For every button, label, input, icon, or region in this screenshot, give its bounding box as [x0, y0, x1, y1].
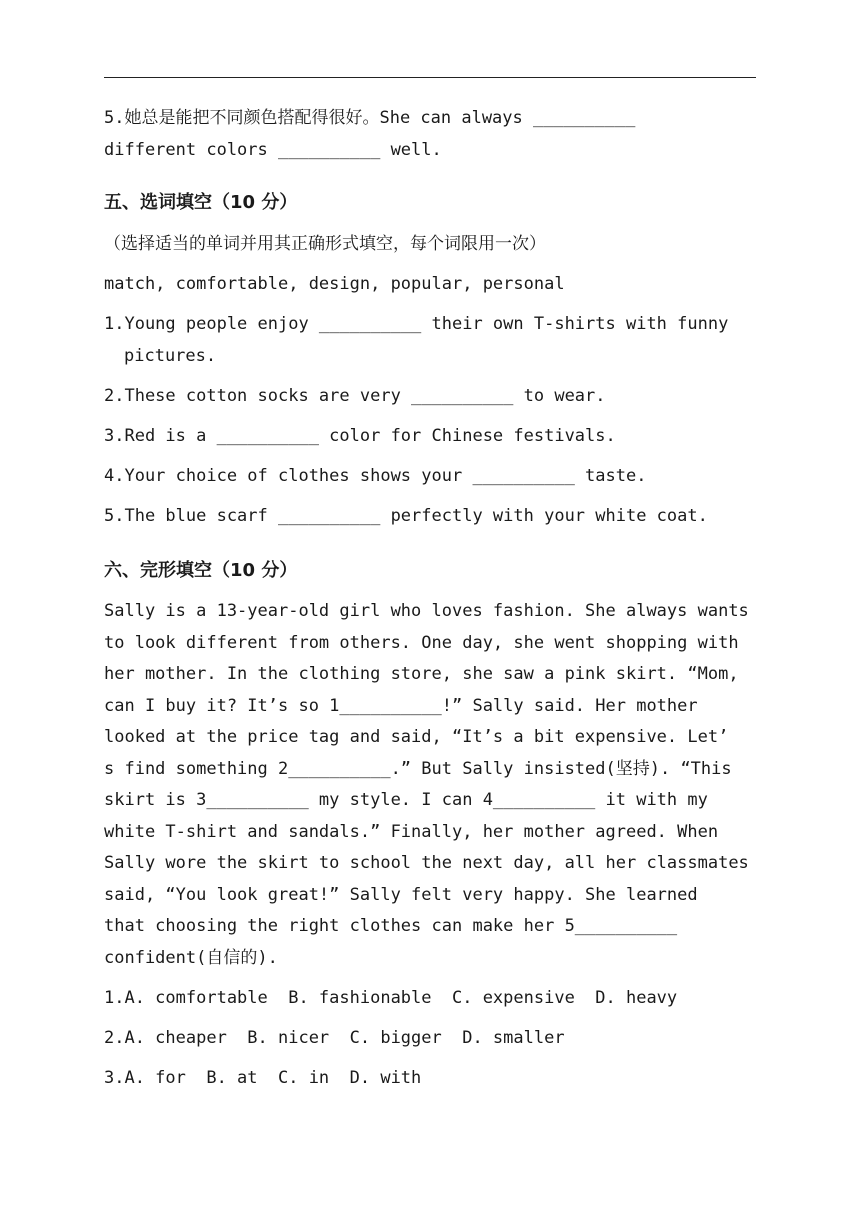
s4-q5-line1: 5.她总是能把不同颜色搭配得很好。She can always __________ [104, 108, 636, 128]
passage-line: said, “You look great!” Sally felt very happy. She learned [104, 885, 698, 905]
passage-line: skirt is 3__________ my style. I can 4__________ it with my [104, 790, 708, 810]
passage-line: white T-shirt and sandals.” Finally, her mother agreed. When [104, 822, 719, 842]
s5-q2: 2.These cotton socks are very __________ to wear. [104, 386, 606, 406]
option-row: 2.A. cheaper B. nicer C. bigger D. smaller [104, 1028, 565, 1048]
s5-q5: 5.The blue scarf __________ perfectly with your white coat. [104, 506, 708, 526]
s5-q1-line1: 1.Young people enjoy __________ their own T-shirts with funny [104, 314, 729, 334]
s5-q3: 3.Red is a __________ color for Chinese festivals. [104, 426, 616, 446]
passage-line: that choosing the right clothes can make her 5__________ [104, 916, 678, 936]
section5-instruction: （选择适当的单词并用其正确形式填空，每个词限用一次） [104, 234, 546, 254]
passage-line: to look different from others. One day, she went shopping with [104, 633, 739, 653]
s4-q5-line2: different colors __________ well. [104, 140, 442, 160]
s5-q4: 4.Your choice of clothes shows your __________ taste. [104, 466, 647, 486]
header-rule [104, 77, 756, 78]
section6-heading: 六、完形填空（10 分） [104, 560, 298, 581]
option-row: 1.A. comfortable B. fashionable C. expensive D. heavy [104, 988, 678, 1008]
passage-line: can I buy it? It’s so 1__________!” Sally said. Her mother [104, 696, 698, 716]
passage-line: Sally is a 13-year-old girl who loves fashion. She always wants [104, 601, 749, 621]
s5-q1-line2: pictures. [124, 346, 217, 366]
passage-line: looked at the price tag and said, “It’s a bit expensive. Let’ [104, 727, 729, 747]
section5-heading: 五、选词填空（10 分） [104, 192, 298, 213]
passage-line: Sally wore the skirt to school the next day, all her classmates [104, 853, 749, 873]
option-row: 3.A. for B. at C. in D. with [104, 1068, 422, 1088]
passage-line: her mother. In the clothing store, she saw a pink skirt. “Mom, [104, 664, 739, 684]
word-bank: match, comfortable, design, popular, personal [104, 274, 565, 294]
passage-line: confident(自信的). [104, 948, 278, 968]
passage-line: s find something 2__________.” But Sally insisted(坚持). “This [104, 759, 732, 779]
